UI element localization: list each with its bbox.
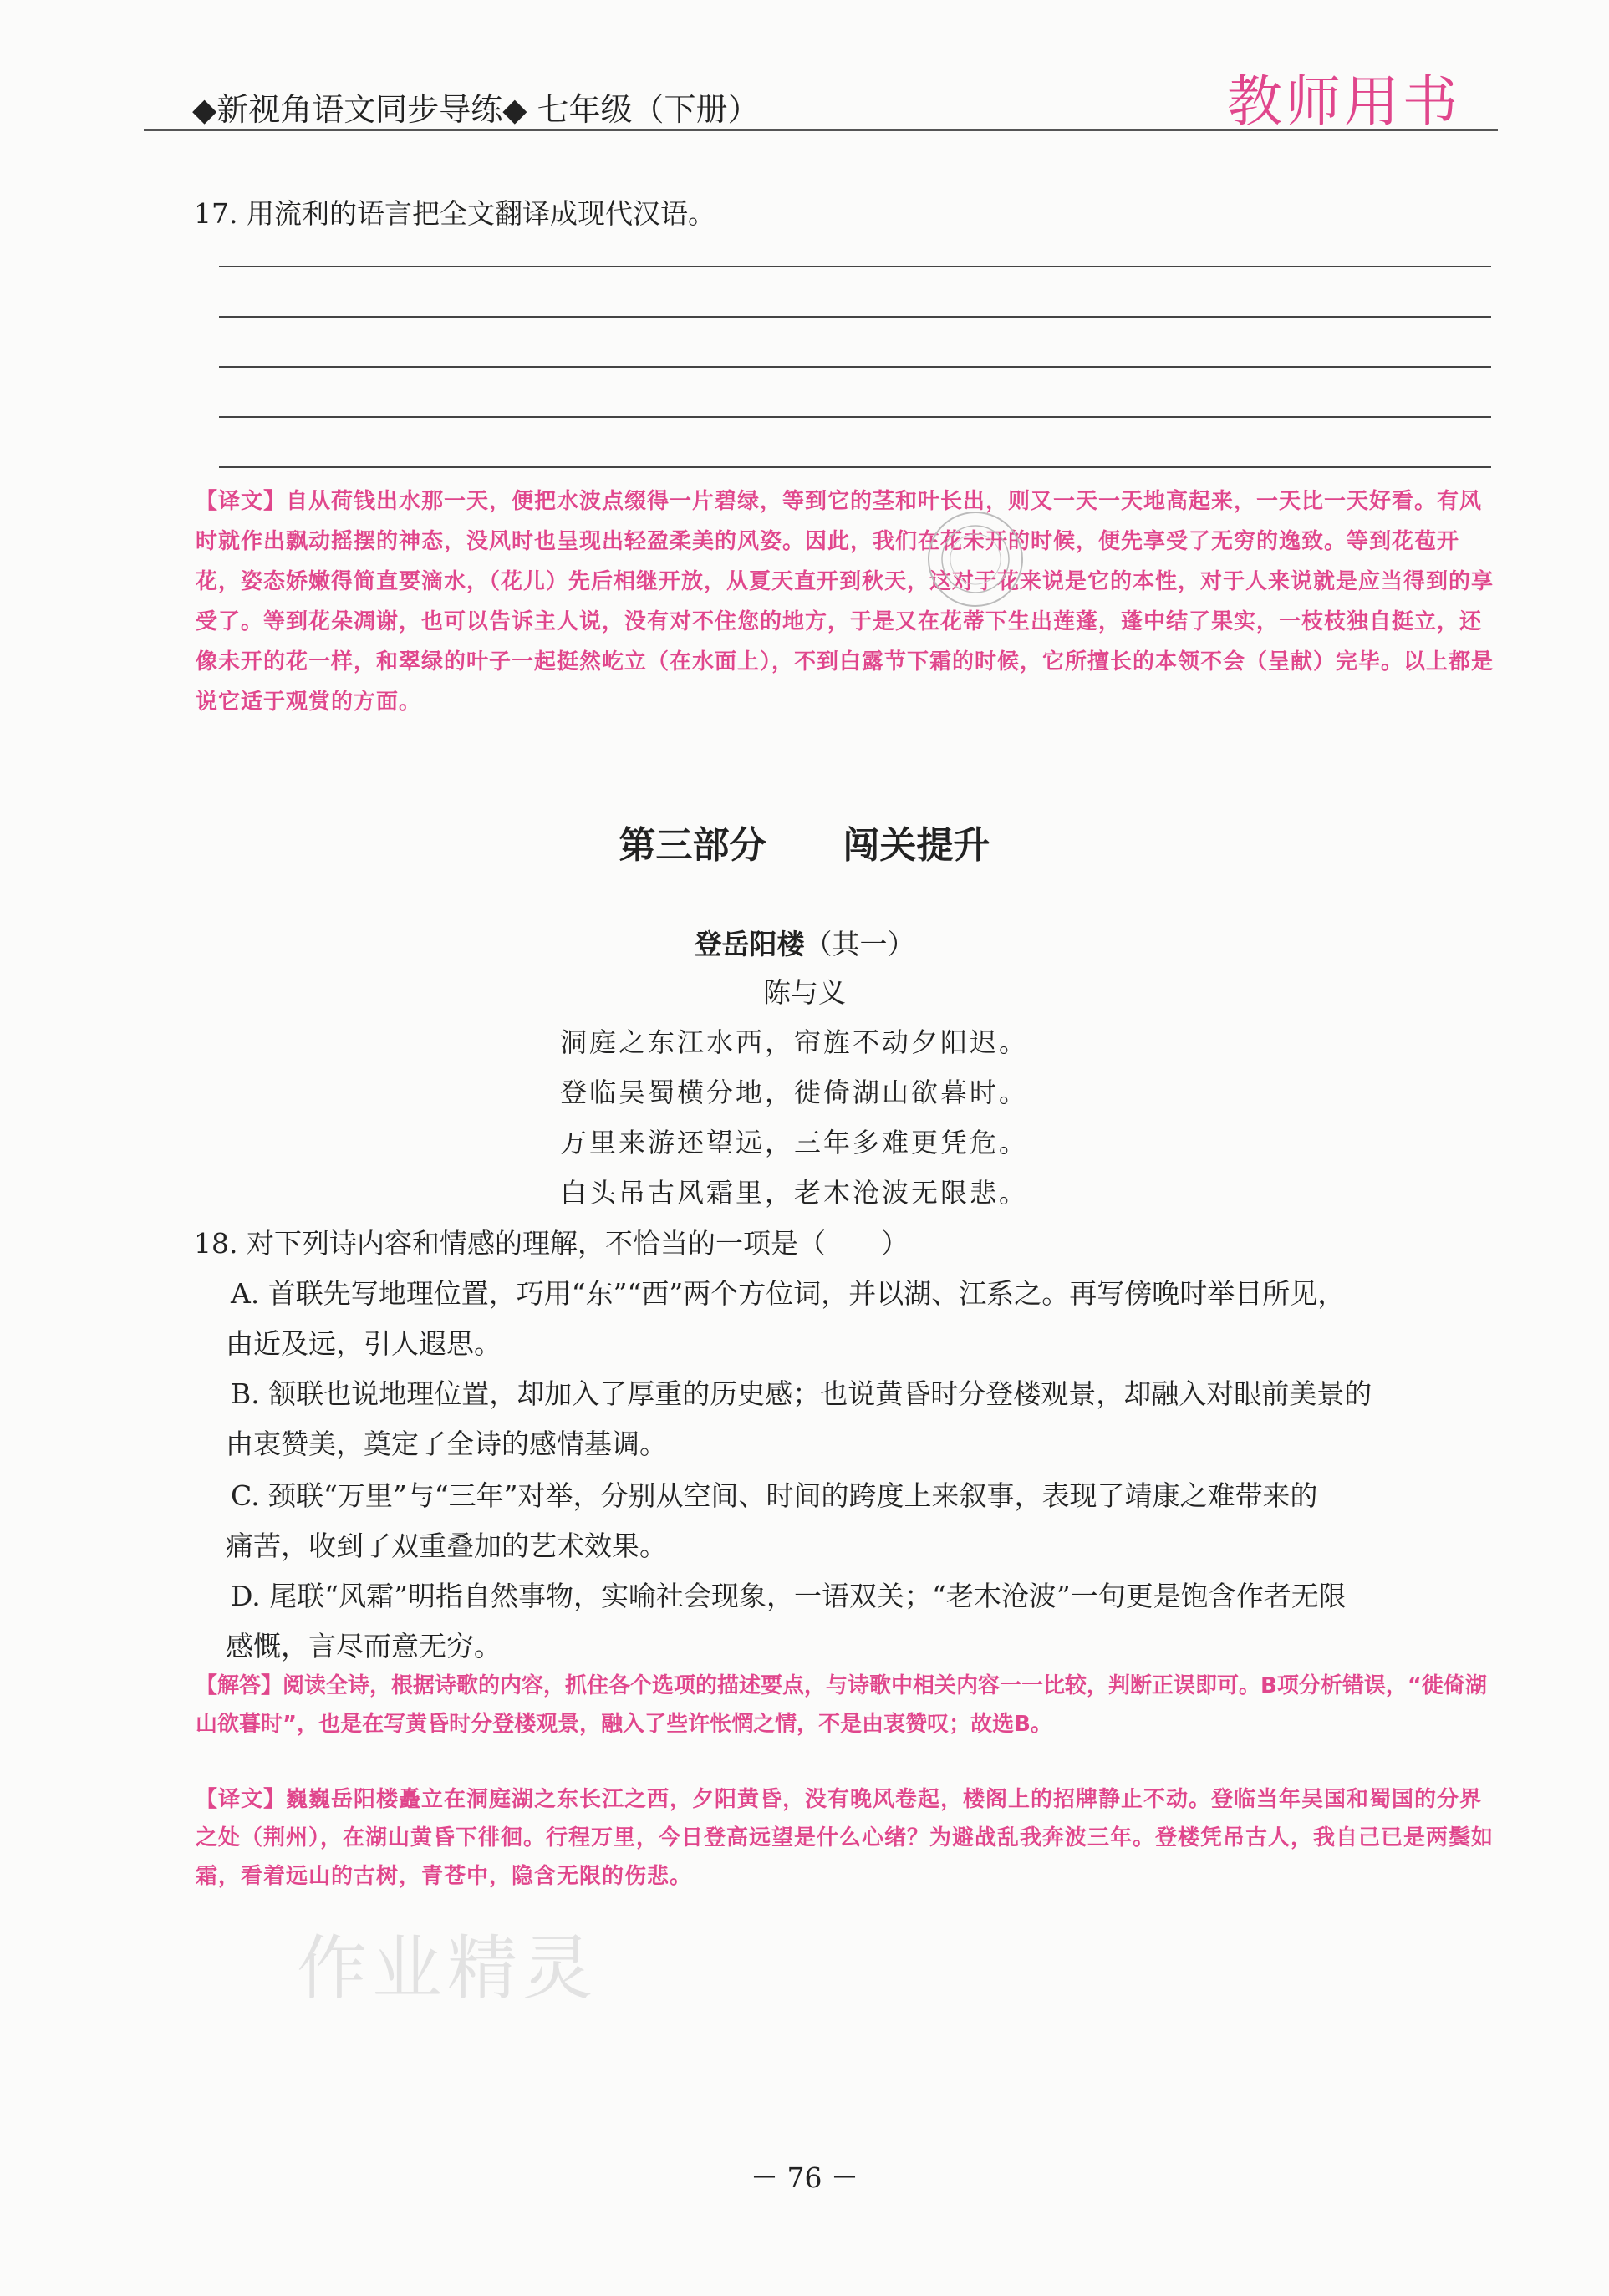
poem-title-sub: （其一） — [804, 928, 915, 960]
poem-line: 洞庭之东江水西，帘旌不动夕阳迟。 — [559, 1026, 1028, 1058]
section-title: 第三部分 闯关提升 — [619, 824, 990, 867]
option-d-line2: 感慨，言尽而意无穷。 — [226, 1630, 502, 1662]
question-17-prompt: 17. 用流利的语言把全文翻译成现代汉语。 — [194, 197, 715, 230]
answer-line[interactable] — [219, 466, 1491, 468]
poem-title — [0, 923, 1609, 962]
option-d-line1[interactable]: D. 尾联“风霜”明指自然事物，实喻社会现象，一语双关；“老木沧波”一句更是饱含作者无限 — [231, 1580, 1347, 1612]
question-17-translation: 【译文】自从荷钱出水那一天，便把水波点缀得一片碧绿，等到它的茎和叶长出，则又一天一天地高起来，一天比一天好看。有风时就作出飘动摇摆的神态，没风时也呈现出轻盈柔美的风姿。因此，我们在花未开的时候，便先享受了无穷的逸致。等到花苞开花，姿态娇嫩得简直要滴水，（花儿）先后相继开放，从夏天直开到秋天，这对于花来说是它的本性，对于人来说就是应当得到的享受了。等到花朵凋谢，也可以告诉主人说，没有对不住您的地方，于是又在花蒂下生出莲蓬，蓬中结了果实，一枝枝独自挺立，还像未开的花一样，和翠绿的叶子一起挺然屹立（在水面上），不到白露节下霜的时候，它所擅长的本领不会（呈献）完毕。以上都是说它适于观赏的方面。 — [196, 489, 1494, 715]
poem-line: 白头吊古风霜里，老木沧波无限悲。 — [559, 1177, 1028, 1209]
option-a-line1[interactable]: A. 首联先写地理位置，巧用“东”“西”两个方位词，并以湖、江系之。再写傍晚时举目所见， — [231, 1277, 1346, 1310]
poem-line: 登临吴蜀横分地，徙倚湖山欲暮时。 — [559, 1077, 1028, 1108]
poem-title-main: 登岳阳楼 — [694, 928, 805, 960]
seal-ring-icon — [929, 513, 1021, 604]
question-18-translation: 【译文】巍巍岳阳楼矗立在洞庭湖之东长江之西，夕阳黄昏，没有晚风卷起，楼阁上的招牌静止不动。登临当年吴国和蜀国的分界之处（荆州），在湖山黄昏下徘徊。行程万里，今日登高远望是什么心绪？为避战乱我奔波三年。登楼凭吊古人，我自己已是两鬓如霜，看着远山的古树，青苍中，隐含无限的伤悲。 — [196, 1787, 1494, 1889]
option-c-line1[interactable]: C. 颈联“万里”与“三年”对举，分别从空间、时间的跨度上来叙事，表现了靖康之难带来的 — [231, 1479, 1318, 1512]
answer-line[interactable] — [219, 266, 1491, 267]
header-divider — [144, 129, 1498, 131]
book-title: ◆新视角语文同步导练◆ 七年级（下册） — [192, 91, 760, 128]
poem-author: 陈与义 — [763, 976, 846, 1009]
watermark: 作业精灵 — [297, 1927, 598, 2009]
option-b-line2: 由衷赞美，奠定了全诗的感情基调。 — [226, 1428, 667, 1460]
page-number: － 76 － — [751, 2161, 858, 2194]
option-a-line2: 由近及远，引人遐思。 — [226, 1327, 502, 1360]
teacher-edition-badge: 教师用书 — [1227, 69, 1461, 134]
answer-line[interactable] — [219, 416, 1491, 418]
option-c-line2: 痛苦，收到了双重叠加的艺术效果。 — [226, 1530, 667, 1562]
question-18-prompt: 18. 对下列诗内容和情感的理解，不恰当的一项是（ ） — [194, 1227, 909, 1260]
answer-line[interactable] — [219, 366, 1491, 368]
poem-line: 万里来游还望远，三年多难更凭危。 — [559, 1127, 1028, 1158]
option-b-line1[interactable]: B. 颔联也说地理位置，却加入了厚重的历史感；也说黄昏时分登楼观景，却融入对眼前美景的 — [231, 1377, 1372, 1410]
answer-line[interactable] — [219, 316, 1491, 318]
question-18-analysis: 【解答】阅读全诗，根据诗歌的内容，抓住各个选项的描述要点，与诗歌中相关内容一一比较，判断正误即可。B项分析错误，“徙倚湖山欲暮时”，也是在写黄昏时分登楼观景，融入了些许怅惘之情，不是由衷赞叹；故选B。 — [196, 1673, 1487, 1737]
